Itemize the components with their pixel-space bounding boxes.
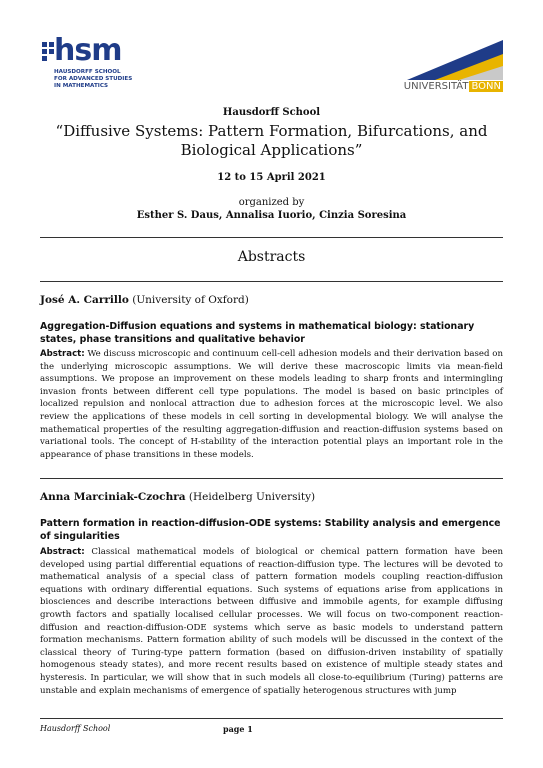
- divider: [40, 237, 503, 238]
- event-dates: 12 to 15 April 2021: [217, 172, 326, 183]
- organizers-block: [40, 196, 503, 222]
- talk-abstract: Abstract: Classical mathematical models of biological or chemical pattern formation have been developed using partial differential equations of reaction-diffusion type. The lectures will be devoted to mathematical analysis of a special class of pattern formation models coupling reaction-diffusion equations with ordinary differential equations. Such systems of equations arise from applications in biosciences and describe interactions between diffusive and immobile agents, for example diffusing growth factors and spatially localised cellular processes. We will focus on two-component reaction-diffusion and reaction-diffusion-ODE systems which serve as basic models to understand pattern formation mechanisms. Pattern formation ability of such models will be discussed in the context of the classical theory of Turing-type pattern formation (based on diffusion-driven instability of spatially homogenous steady states), and more recent results based on existence of multiple steady states and hysteresis. In particular, we will show that in such models all close-to-equilibrium (Turing) patterns are unstable and explain mechanisms of emergence of spatially heterogenous structures with jump: [40, 547, 503, 696]
- organizers-names: Esther S. Daus, Annalisa Iuorio, Cinzia Soresina: [136, 210, 407, 221]
- hsm-logo-subtitle: HAUSDORFF SCHOOL FOR ADVANCED STUDIES IN MATHEMATICS: [54, 69, 133, 89]
- divider: [40, 478, 503, 479]
- section-heading: Abstracts: [237, 249, 306, 265]
- footer-label: Hausdorff School: [40, 724, 111, 733]
- talk-speaker: Anna Marciniak-Czochra (Heidelberg University): [40, 491, 316, 503]
- organized-by-label: organized by: [238, 197, 305, 208]
- bonn-emblem-icon: [375, 40, 503, 80]
- hsm-logo: [40, 33, 150, 90]
- hsm-logo-word: hsm: [54, 33, 122, 68]
- school-name: Hausdorff School: [222, 107, 321, 118]
- talk-title: Pattern formation in reaction-diffusion-ODE systems: Stability analysis and emergence of singularities: [40, 518, 501, 542]
- divider: [40, 281, 503, 282]
- talk-title: Aggregation-Diffusion equations and systems in mathematical biology: stationary states, phase transitions and qualitative behavior: [40, 321, 475, 345]
- bonn-logo-text: UNIVERSITÄT BONN: [403, 81, 501, 92]
- talk-abstract: Abstract: We discuss microscopic and continuum cell-cell adhesion models and their derivation based on the underlying microscopic assumptions. We will derive these macroscopic limits via mean-field assumptions. We propose an improvement on these models leading to sharp fronts and intermingling invasion fronts between different cell type populations. The model is based on basic principles of localized repulsion and nonlocal attraction due to adhesion forces at the microscopic level. We also review the applications of these models in cell sorting in developmental biology. We will analyse the mathematical properties of the resulting aggregation-diffusion and reaction-diffusion systems based on variational tools. The concept of H-stability of the interaction potential plays an important role in the appearance of phase transitions in these models.: [40, 349, 503, 460]
- university-bonn-logo: [375, 40, 503, 92]
- talk-speaker: José A. Carrillo (University of Oxford): [40, 294, 249, 306]
- footer-divider: [40, 718, 503, 719]
- page-number: page 1: [223, 724, 253, 734]
- event-title: “Diffusive Systems: Pattern Formation, Bifurcations, and Biological Applications”: [55, 122, 488, 159]
